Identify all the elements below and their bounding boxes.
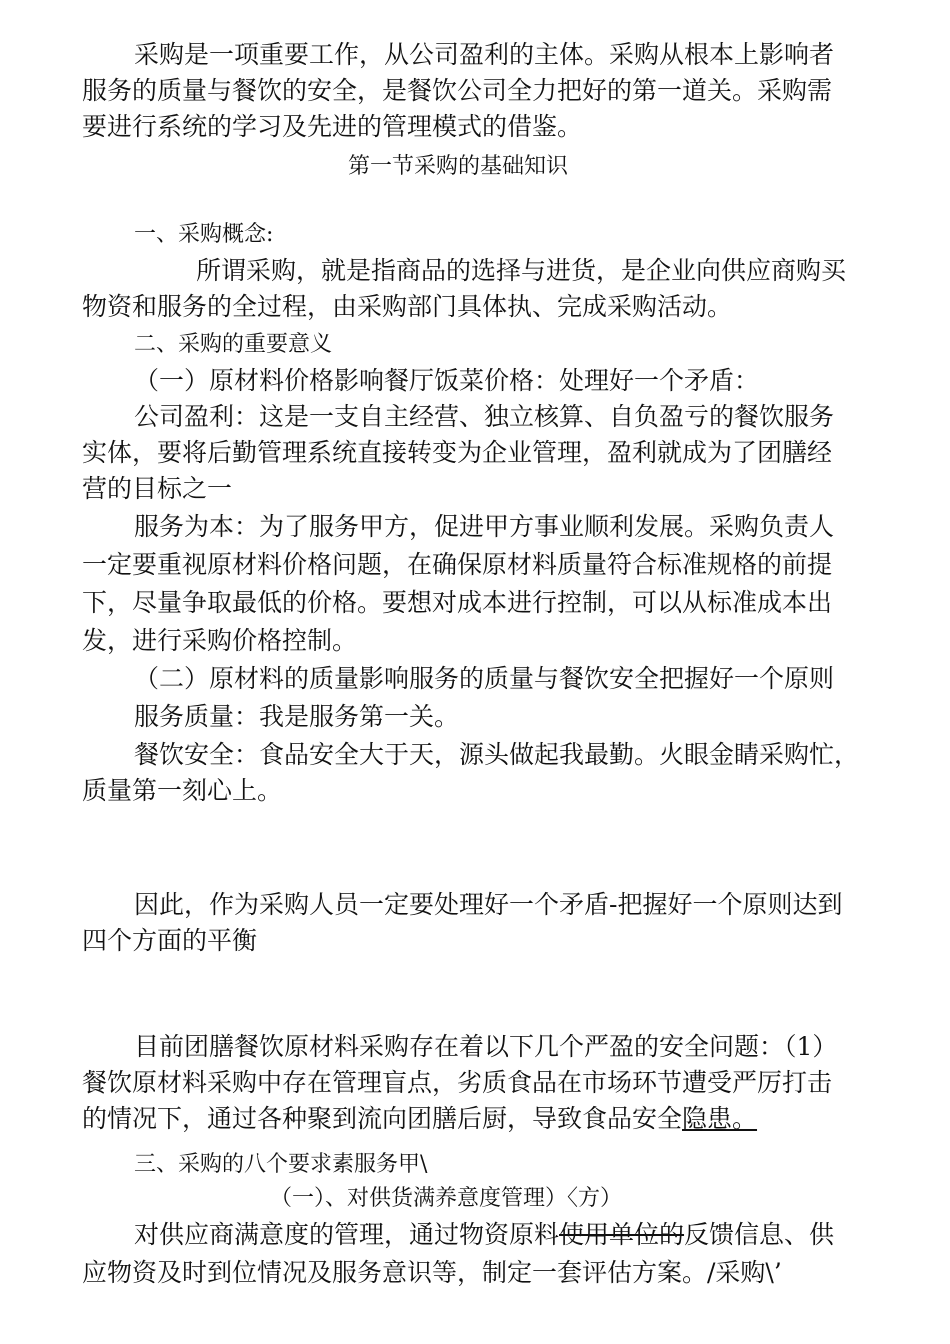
problems-line-3-text: 的情况下，通过各种聚到流向团膳后厨，导致食品安全: [82, 1104, 683, 1133]
profit-text-line-1: 公司盈利：这是一支自主经营、独立核算、自负盈亏的餐饮服务: [134, 402, 835, 431]
concept-text-line-2: 物资和服务的全过程，由采购部门具体执、完成采购活动。: [82, 292, 733, 321]
section-title: 第一节采购的基础知识: [348, 154, 569, 179]
concept-heading: 一、采购概念:: [134, 222, 274, 247]
struck-text: 使用单位的: [559, 1220, 685, 1249]
problems-line-1: 目前团膳餐饮原材料采购存在着以下几个严盈的安全问题：（1）: [134, 1032, 838, 1061]
therefore-line-2: 四个方面的平衡: [82, 926, 258, 955]
profit-text-line-3: 营的目标之一: [82, 474, 233, 503]
satisfaction-line-1-suffix: 反馈信息、供: [684, 1220, 835, 1249]
intro-line-1: 采购是一项重要工作，从公司盈利的主体。采购从根本上影响者: [134, 40, 835, 69]
service-text-line-1: 服务为本：为了服务甲方，促进甲方事业顺利发展。采购负责人: [134, 512, 835, 541]
satisfaction-heading: （一）、对供货满养意度管理）〈方）: [270, 1186, 623, 1211]
service-text-line-2: 一定要重视原材料价格问题，在确保原材料质量符合标准规格的前提: [82, 550, 833, 579]
underlined-text: 隐患。: [682, 1104, 758, 1133]
service-text-line-3: 下，尽量争取最低的价格。要想对成本进行控制，可以从标准成本出: [82, 588, 833, 617]
problems-line-2: 餐饮原材料采购中存在管理盲点，劣质食品在市场环节遭受严厉打击: [82, 1068, 833, 1097]
food-safety-line-2: 质量第一刻心上。: [82, 776, 283, 805]
therefore-line-1: 因此，作为采购人员一定要处理好一个矛盾-把握好一个原则达到: [134, 890, 843, 919]
profit-text-line-2: 实体，要将后勤管理系统直接转变为企业管理，盈利就成为了团膳经: [82, 438, 833, 467]
food-safety-line-1: 餐饮安全：食品安全大于天，源头做起我最勤。火眼金睛采购忙，: [134, 740, 860, 769]
intro-line-2: 服务的质量与餐饮的安全，是餐饮公司全力把好的第一道关。采购需: [82, 76, 833, 105]
price-heading: （一）原材料价格影响餐厅饭菜价格：处理好一个矛盾：: [134, 366, 760, 395]
satisfaction-line-2: 应物资及时到位情况及服务意识等，制定一套评估方案。/采购\’: [82, 1258, 782, 1287]
satisfaction-line-1: [134, 1220, 834, 1250]
service-quality-line: 服务质量：我是服务第一关。: [134, 702, 460, 731]
satisfaction-line-1-prefix: 对供应商满意度的管理，通过物资原料: [134, 1220, 560, 1249]
importance-heading: 二、采购的重要意义: [134, 332, 333, 357]
intro-line-3: 要进行系统的学习及先进的管理模式的借鉴。: [82, 112, 583, 141]
problems-line-3: [82, 1104, 757, 1134]
eight-elements-heading: 三、采购的八个要求素服务甲\: [134, 1152, 428, 1177]
concept-text-line-1: 所谓采购，就是指商品的选择与进货，是企业向供应商购买: [196, 256, 847, 285]
quality-heading: （二）原材料的质量影响服务的质量与餐饮安全把握好一个原则: [134, 664, 835, 693]
service-text-line-4: 发，进行采购价格控制。: [82, 626, 358, 655]
